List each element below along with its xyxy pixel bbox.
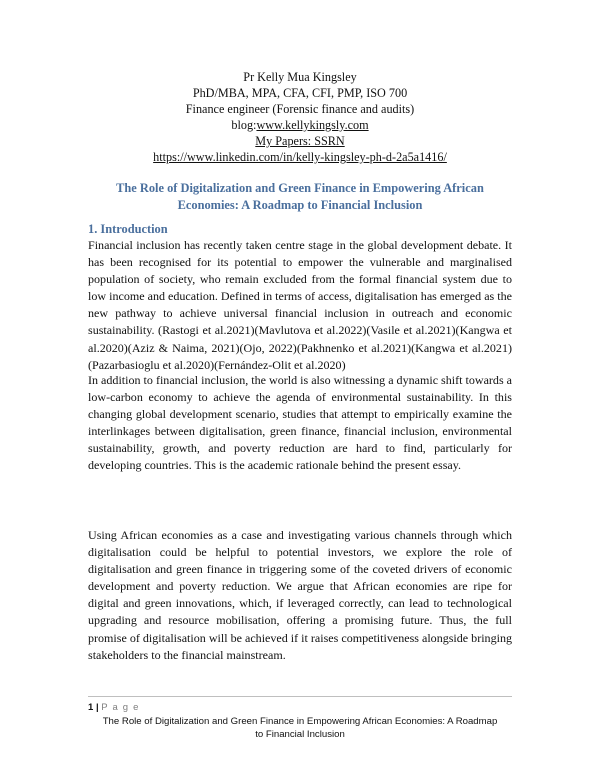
blog-label: blog: bbox=[231, 118, 257, 132]
paragraph-1: Financial inclusion has recently taken centre stage in the global development debate. It has been recognised for its potential to empower the vulnerable and marginalised population of society, who remain excluded from the formal financial system due to low income and education. Defined in terms of access, digitalisation has emerged as the new pathway to achieve universal financial inclusion in outreach and economic sustainability. (Rastogi et al.2021)(Mavlutova et al.2022)(Vasile et al.2021)(Kangwa et al.2020)(Aziz & Naima, 2021)(Ojo, 2022)(Pakhnenko et al.2021)(Kangwa et al.2021)(Pazarbasioglu et al.2020)(Fernández-Olit et al.2020) bbox=[88, 238, 512, 372]
page-separator: | bbox=[95, 702, 99, 713]
blog-line bbox=[0, 117, 600, 133]
author-credentials: PhD/MBA, MPA, CFA, CFI, PMP, ISO 700 bbox=[192, 86, 408, 100]
author-name: Pr Kelly Mua Kingsley bbox=[243, 70, 357, 84]
document-title: The Role of Digitalization and Green Finance in Empowering African Economies: A Roadmap to Financial Inclusion bbox=[116, 181, 484, 212]
paragraph-3: Using African economies as a case and investigating various channels through which digitalisation could be helpful to potential investors, we explore the role of digitalisation and green finance in triggering some of the coveted drivers of economic development and poverty reduction. We argue that African economies are ripe for digital and green innovations, which, if leveraged correctly, can lead to technological upgrading and resource mobilisation, offering a promising future. Thus, the full promise of digitalisation will be achieved if it raises competitiveness alongside bringing stakeholders to the financial mainstream. bbox=[88, 528, 512, 662]
author-header bbox=[0, 69, 600, 165]
section-heading: 1. Introduction bbox=[88, 222, 168, 236]
page-word: P a g e bbox=[101, 702, 140, 713]
author-role: Finance engineer (Forensic finance and audits) bbox=[185, 102, 415, 116]
blog-link[interactable]: www.kellykingsly.com bbox=[256, 118, 369, 132]
footer-running-title: The Role of Digitalization and Green Finance in Empowering African Economies: A Roadmap to Financial Inclusion bbox=[102, 716, 498, 740]
footer-divider bbox=[88, 696, 512, 697]
linkedin-link[interactable]: https://www.linkedin.com/in/kelly-kingsley-ph-d-2a5a1416/ bbox=[153, 150, 447, 164]
page-number-line bbox=[88, 702, 140, 713]
page-number: 1 bbox=[88, 702, 94, 713]
papers-link[interactable]: My Papers: SSRN bbox=[255, 134, 345, 148]
paragraph-2: In addition to financial inclusion, the world is also witnessing a dynamic shift towards a low-carbon economy to achieve the agenda of environmental sustainability. In this changing global development scenario, studies that attempt to empirically examine the interlinkages between digitalisation, green finance, financial inclusion, environmental sustainability, growth, and poverty reduction are hard to find, particularly for developing countries. This is the academic rationale behind the present essay. bbox=[88, 373, 512, 473]
